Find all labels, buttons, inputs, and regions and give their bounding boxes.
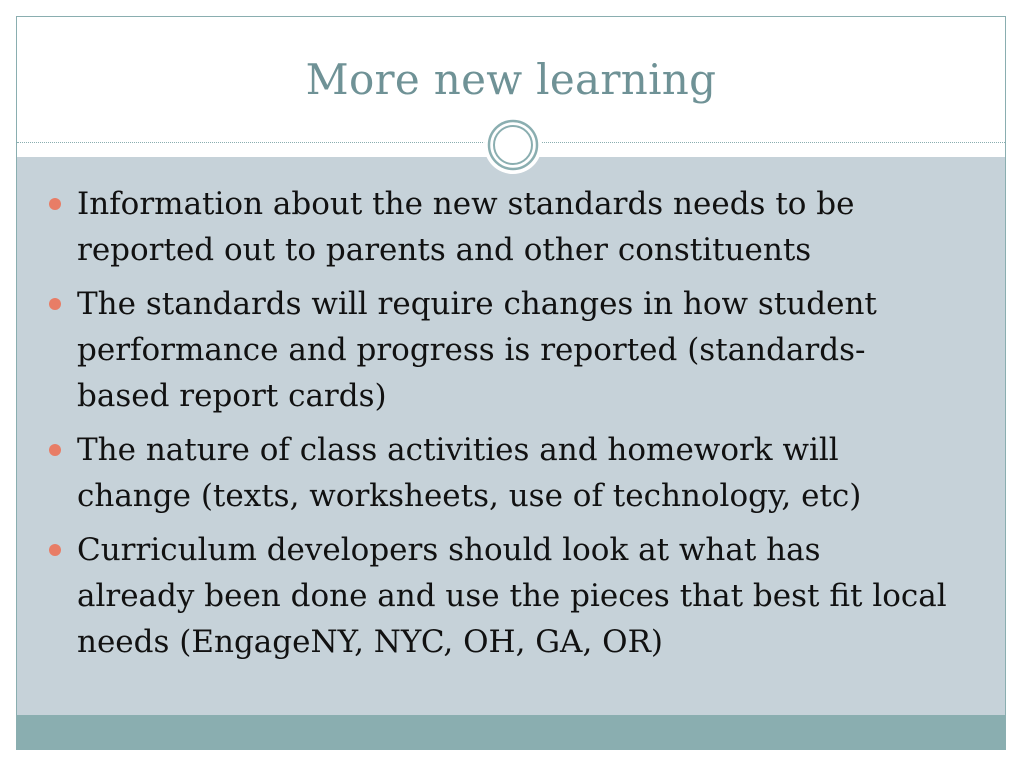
bullet-list	[47, 181, 947, 673]
bullet-text: The standards will require changes in how student performance and progress is reported (standards-based report cards)	[77, 286, 877, 414]
bullet-dot-icon	[49, 544, 61, 556]
bullet-dot-icon	[49, 444, 61, 456]
bullet-item	[47, 281, 947, 419]
slide	[16, 16, 1006, 750]
bullet-dot-icon	[49, 298, 61, 310]
bullet-dot-icon	[49, 198, 61, 210]
bullet-item	[47, 427, 947, 519]
slide-title: More new learning	[305, 55, 717, 104]
bullet-text: Information about the new standards needs to be reported out to parents and other constituents	[77, 186, 855, 268]
bullet-item	[47, 181, 947, 273]
bullet-text: The nature of class activities and homework will change (texts, worksheets, use of technology, etc)	[77, 432, 862, 514]
footer-bar	[17, 715, 1005, 749]
bullet-item	[47, 527, 947, 665]
ring-ornament-icon	[483, 115, 543, 175]
bullet-text: Curriculum developers should look at what has already been done and use the pieces that best fit local needs (EngageNY, NYC, OH, GA, OR)	[77, 532, 947, 660]
